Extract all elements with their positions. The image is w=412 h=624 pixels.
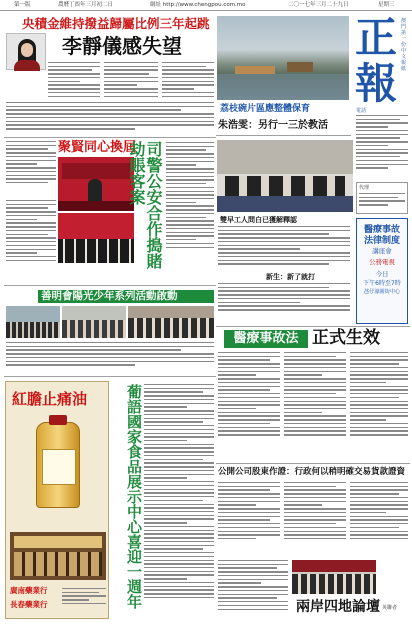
- harbour-photo: [217, 16, 349, 100]
- divider: [4, 376, 216, 377]
- story3-photo-group: [58, 213, 134, 263]
- story6-body-column-1: [218, 352, 280, 460]
- lead-body-column-1: [48, 62, 100, 102]
- story8-body-column-3: [350, 482, 408, 558]
- story2-headline: 朱浩雯：另行一三於教活: [218, 120, 328, 131]
- story4-body-text: [166, 142, 214, 282]
- story5-body-text: [6, 342, 214, 372]
- lead-photo: [6, 33, 46, 70]
- masthead-ad-label: 代理: [359, 185, 370, 191]
- advert-shop-photo: [10, 532, 106, 580]
- masthead-title-top: 正: [354, 13, 397, 62]
- promo-line2: 法律制度: [363, 236, 400, 246]
- advert-footer-line2: 長春藥業行: [10, 600, 48, 609]
- forum-panel-photo: [217, 140, 353, 212]
- story6-headline: 正式生效: [312, 328, 380, 348]
- promo-line5: 今日: [375, 270, 389, 278]
- promo-box[interactable]: [356, 218, 408, 324]
- story8-body-column-1: [218, 482, 280, 558]
- story6-tag: 醫療事故法: [224, 330, 308, 348]
- masthead-info-label: 電話: [356, 108, 367, 114]
- footer-credit: 英聯者: [382, 605, 398, 611]
- story5-headline: 善明會陽光少年系列活動啟動: [38, 290, 214, 303]
- story9-body-text: [218, 560, 288, 616]
- story5-photo-mid: [62, 306, 126, 338]
- story9-headline: 兩岸四地論壇: [296, 599, 380, 615]
- promo-line3: 講座會: [372, 247, 392, 255]
- story5-photo-right: [128, 306, 214, 338]
- center-body-text-2: [218, 283, 350, 317]
- divider: [216, 463, 410, 464]
- story7-body-text: [144, 384, 214, 616]
- story9-photo: [292, 560, 376, 594]
- story4-headline: 司警公安合作搗賭劫賬客案: [127, 141, 163, 269]
- story3-intro-text: [6, 141, 56, 197]
- story2-caption: 荔枝碗片區應整體保育: [220, 104, 311, 114]
- story6-body-column-3: [350, 352, 408, 460]
- story8-body-column-2: [284, 482, 346, 558]
- story5-photo-left: [6, 306, 60, 338]
- promo-line6: 下午6時至7時: [363, 280, 401, 287]
- story7-vertical-headline: 葡語國家食品展示中心喜迎一週年: [125, 384, 143, 609]
- story3-photo-stage: [58, 157, 134, 211]
- masthead-title-bottom: 報: [354, 59, 397, 108]
- masthead-side-note: 澳門第一份中文報紙: [401, 18, 407, 72]
- publish-date: 二〇一七年三月二十九日: [288, 2, 349, 8]
- lead-body-column-2: [104, 62, 158, 102]
- advert-footer-text: [62, 588, 106, 614]
- center-body-text: [218, 226, 350, 272]
- page-header-bar: [0, 0, 412, 11]
- divider: [216, 326, 410, 327]
- story3-body-text: [6, 200, 56, 282]
- story6-body-column-2: [284, 352, 346, 460]
- masthead-info-block: [356, 108, 408, 178]
- lead-body-column-3: [162, 62, 214, 102]
- divider: [216, 135, 351, 136]
- lead-body-wide: [6, 102, 214, 136]
- lead-headline: 李靜儀感失望: [62, 34, 182, 58]
- advert-footer-line1: 廣南藥業行: [10, 586, 48, 595]
- divider: [4, 285, 216, 286]
- advert-box[interactable]: [5, 381, 109, 619]
- lunar-date: 農曆丁酉年三月初二日: [58, 2, 114, 8]
- promo-line1: 醫療事故: [363, 225, 400, 235]
- site-url[interactable]: 網址 http://www.chengpou.com.mo: [150, 2, 246, 8]
- lead-kicker: 央積金維持撥益歸屬比例三年起跳: [22, 16, 210, 31]
- story8-headline: 公開公司股東作證：行政何以稍明確交易貨款證資: [218, 467, 406, 477]
- advert-bottle: [36, 422, 80, 508]
- promo-line7: 氹仔濠圍街中心: [363, 289, 401, 295]
- weekday: 星期三: [378, 2, 395, 8]
- story5-side-heading: 雙早工人問白已獲解釋認: [220, 215, 297, 224]
- divider: [4, 137, 216, 138]
- advert-brand: 紅膽止痛油: [12, 390, 88, 408]
- masthead-ad-box: [356, 182, 408, 214]
- page-number: 第一版: [14, 2, 31, 8]
- sub-label: 新生：新了就打: [266, 272, 315, 281]
- story3-headline: 聚賢同心換屆: [58, 140, 137, 155]
- promo-line4: 公務電視: [369, 258, 395, 266]
